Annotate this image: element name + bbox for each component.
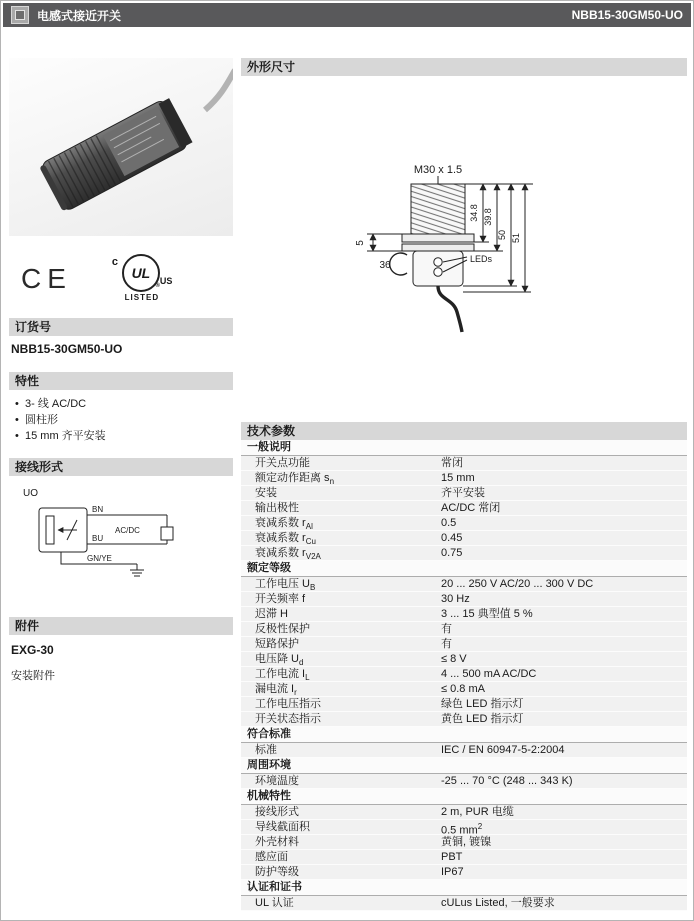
certification-logos: [9, 254, 233, 304]
tech-row: [241, 896, 687, 911]
dim-36-label: 36: [379, 260, 391, 271]
wiring-type-label: UO: [23, 488, 38, 499]
tech-group-header: 一般说明: [241, 440, 687, 456]
tech-group-header: 额定等级: [241, 561, 687, 577]
ul-listed-label: LISTED: [124, 293, 160, 302]
tech-row: [241, 805, 687, 820]
tech-row: [241, 501, 687, 516]
product-code: NBB15-30GM50-UO: [571, 8, 683, 22]
ul-letters: UL: [131, 265, 151, 281]
header-bar: [3, 3, 691, 27]
tech-row-value: 有: [441, 638, 452, 650]
tech-group-header: 机械特性: [241, 789, 687, 805]
tech-row-value: 0.45: [441, 532, 463, 544]
tech-row-label: 衰减系数 $r_{Cu}$: [255, 532, 316, 545]
dim-348-label: 34.8: [469, 204, 479, 222]
tech-row: [241, 516, 687, 531]
tech-row: [241, 850, 687, 865]
tech-row-label: 开关频率 f: [255, 593, 306, 605]
accessory-name: EXG-30: [11, 643, 54, 657]
wire-bu-label: BU: [92, 534, 104, 543]
tech-row-label: 反极性保护: [255, 623, 310, 635]
tech-row-label: 输出极性: [255, 502, 299, 514]
tech-row-label: 衰减系数 $r_{V2A}$: [255, 547, 321, 560]
tech-row-label: 工作电压 $U_B$: [255, 578, 316, 591]
tech-row-value: cULus Listed, 一般要求: [441, 897, 555, 909]
order-number: NBB15-30GM50-UO: [11, 342, 123, 356]
dim-51-label: 51: [511, 232, 521, 244]
section-accessories-title: 附件: [9, 617, 233, 635]
feature-item: • 15 mm 齐平安装: [15, 428, 233, 444]
tech-row: [241, 682, 687, 697]
sensor-icon: [11, 6, 29, 24]
tech-group-header: 符合标准: [241, 727, 687, 743]
tech-row: [241, 577, 687, 592]
feature-item: • 圆柱形: [15, 412, 233, 428]
tech-row-value: 30 Hz: [441, 593, 470, 605]
wire-gnye-label: GN/YE: [87, 554, 112, 563]
tech-row-label: 迟滞 H: [255, 608, 288, 620]
tech-row-value: ≤ 0.8 mA: [441, 683, 485, 695]
tech-row-value: 0.75: [441, 547, 463, 559]
tech-row-label: 导线截面积: [255, 821, 310, 833]
tech-row-value: 有: [441, 623, 452, 635]
tech-row: [241, 712, 687, 727]
accessory-desc: 安装附件: [11, 670, 55, 682]
tech-row: [241, 456, 687, 471]
tech-row-label: 防护等级: [255, 866, 299, 878]
tech-group-header: 周围环境: [241, 758, 687, 774]
tech-row-value: 3 ... 15 典型值 5 %: [441, 608, 533, 620]
tech-row: [241, 622, 687, 637]
tech-row: [241, 486, 687, 501]
section-connection-title: 接线形式: [9, 458, 233, 476]
tech-row-value: 0.5: [441, 517, 457, 529]
tech-row-value: AC/DC 常闭: [441, 502, 501, 514]
section-tech-title: 技术参数: [241, 422, 687, 440]
feature-item: • 3- 线 AC/DC: [15, 396, 233, 412]
tech-row-label: 外壳材料: [255, 836, 299, 848]
tech-row: [241, 774, 687, 789]
dimension-drawing-svg: [241, 76, 687, 422]
section-order-title: 订货号: [9, 318, 233, 336]
tech-row-label: 工作电流 $I_L$: [255, 668, 310, 681]
tech-group-header: 认证和证书: [241, 880, 687, 896]
tech-row-label: 工作电压指示: [255, 698, 321, 710]
ul-registered-icon: ®: [155, 283, 160, 289]
tech-row: [241, 592, 687, 607]
features-list: [9, 396, 233, 444]
tech-row-label: 安装: [255, 487, 277, 499]
ul-c-label: c: [111, 256, 119, 268]
tech-row: [241, 531, 687, 546]
tech-row-label: 短路保护: [255, 638, 299, 650]
dim-398-label: 39.8: [483, 208, 493, 226]
section-features-title: 特性: [9, 372, 233, 390]
wiring-diagram-drawing: [9, 482, 233, 587]
tech-row-label: 感应面: [255, 851, 288, 863]
tech-row-value: 黄铜, 镀镍: [441, 836, 492, 848]
tech-row-value: -25 ... 70 °C (248 ... 343 K): [441, 775, 573, 787]
tech-row-label: 开关状态指示: [255, 713, 321, 725]
tech-row-value: ≤ 8 V: [441, 653, 467, 665]
ce-mark: CE: [21, 263, 72, 294]
dim-50-label: 50: [497, 229, 507, 241]
tech-row: [241, 637, 687, 652]
tech-row: [241, 865, 687, 880]
left-column: [9, 58, 233, 683]
tech-row-value: 20 ... 250 V AC/20 ... 300 V DC: [441, 578, 594, 590]
tech-row-value: IEC / EN 60947-5-2:2004: [441, 744, 565, 756]
ul-listed-mark: [106, 254, 178, 304]
wire-acdc-label: AC/DC: [115, 526, 140, 535]
tech-row-value: 2 m, PUR 电缆: [441, 806, 514, 818]
tech-row-value: 15 mm: [441, 472, 475, 484]
page-title: 电感式接近开关: [37, 8, 122, 23]
tech-row-label: 环境温度: [255, 775, 299, 787]
tech-row-label: 漏电流 $I_r$: [255, 683, 297, 696]
tech-row-value: PBT: [441, 851, 463, 863]
tech-table: [241, 440, 687, 911]
wiring-diagram: [9, 482, 233, 587]
dim-5-label: 5: [355, 240, 366, 246]
tech-row: [241, 607, 687, 622]
right-column: [241, 58, 687, 911]
tech-row-label: 额定动作距离 $s_n$: [255, 472, 335, 485]
tech-row-value: 4 ... 500 mA AC/DC: [441, 668, 537, 680]
thread-label: M30 x 1.5: [413, 164, 463, 176]
tech-row: [241, 835, 687, 850]
product-photo-drawing: [9, 58, 233, 236]
tech-row-label: UL 认证: [255, 897, 294, 909]
tech-row-value: IP67: [441, 866, 464, 878]
ul-us-label: US: [159, 276, 173, 286]
product-photo: [9, 58, 233, 236]
tech-row: [241, 667, 687, 682]
section-dimensions-title: 外形尺寸: [241, 58, 687, 76]
tech-row-label: 接线形式: [255, 806, 299, 818]
tech-row-value: 0.5 $mm^2$: [441, 822, 483, 834]
tech-row: [241, 820, 687, 835]
tech-row: [241, 546, 687, 561]
tech-row-value: 黄色 LED 指示灯: [441, 713, 524, 725]
tech-row-value: 常闭: [441, 457, 463, 469]
leds-label: LEDs: [470, 254, 493, 264]
tech-row-label: 标准: [255, 744, 277, 756]
wire-bn-label: BN: [92, 505, 104, 514]
tech-row-value: 齐平安装: [441, 487, 485, 499]
tech-row: [241, 471, 687, 486]
tech-row-label: 电压降 $U_d$: [255, 653, 304, 666]
dimension-drawing: [241, 76, 687, 422]
tech-row: [241, 652, 687, 667]
tech-row: [241, 743, 687, 758]
tech-row: [241, 697, 687, 712]
tech-row-label: 开关点功能: [255, 457, 310, 469]
tech-row-label: 衰减系数 $r_{Al}$: [255, 517, 313, 530]
ul-circle: [122, 254, 160, 292]
tech-row-value: 绿色 LED 指示灯: [441, 698, 524, 710]
